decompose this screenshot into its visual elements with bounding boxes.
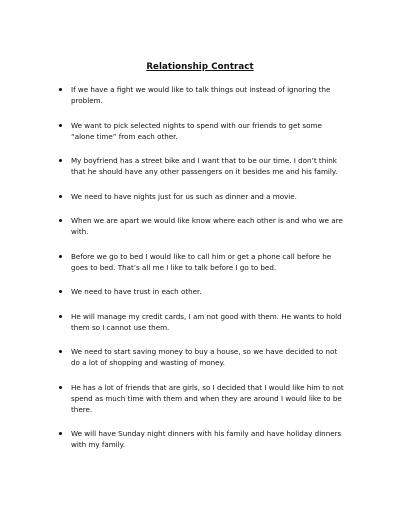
list-item <box>56 251 346 273</box>
bullet-icon <box>59 290 62 293</box>
bullet-icon <box>59 219 62 222</box>
list-item-text: We will have Sunday night dinners with his family and have holiday dinners with my family. <box>71 429 342 449</box>
list-item <box>56 191 346 202</box>
contract-list <box>56 84 346 464</box>
bullet-icon <box>59 386 62 389</box>
bullet-icon <box>59 432 62 435</box>
document-title: Relationship Contract <box>146 62 254 72</box>
bullet-icon <box>59 159 62 162</box>
bullet-icon <box>59 195 62 198</box>
list-item <box>56 428 346 450</box>
list-item <box>56 286 346 297</box>
bullet-icon <box>59 88 62 91</box>
list-item <box>56 155 346 177</box>
list-item-text: He has a lot of friends that are girls, so I decided that I would like him to not spend as much time with them and when they are around I would like to be there. <box>71 382 344 414</box>
list-item-text: Before we go to bed I would like to call him or get a phone call before he goes to bed. That’s all me I like to talk before I go to bed. <box>71 251 332 272</box>
list-item-text: When we are apart we would like know where each other is and who we are with. <box>71 216 343 236</box>
list-item <box>56 215 346 237</box>
list-item <box>56 120 346 142</box>
list-item-text: My boyfriend has a street bike and I want that to be our time. I don’t think that he should have any other passengers on it besides me and his family. <box>71 156 338 176</box>
list-item-text: We need to have nights just for us such as dinner and a movie. <box>71 191 297 201</box>
list-item <box>56 346 346 368</box>
list-item-text: If we have a fight we would like to talk things out instead of ignoring the problem. <box>71 85 331 105</box>
list-item <box>56 311 346 333</box>
bullet-icon <box>59 124 62 127</box>
bullet-icon <box>59 315 62 318</box>
list-item <box>56 84 346 106</box>
list-item-text: He will manage my credit cards, I am not good with them. He wants to hold them so I cannot use them. <box>71 311 342 332</box>
list-item-text: We want to pick selected nights to spend with our friends to get some “alone time” from each other. <box>71 120 322 141</box>
list-item-text: We need to have trust in each other. <box>71 287 202 296</box>
bullet-icon <box>59 350 62 353</box>
list-item <box>56 382 346 415</box>
list-item-text: We need to start saving money to buy a house, so we have decided to not do a lot of shopping and wasting of money. <box>71 347 338 367</box>
bullet-icon <box>59 255 62 258</box>
